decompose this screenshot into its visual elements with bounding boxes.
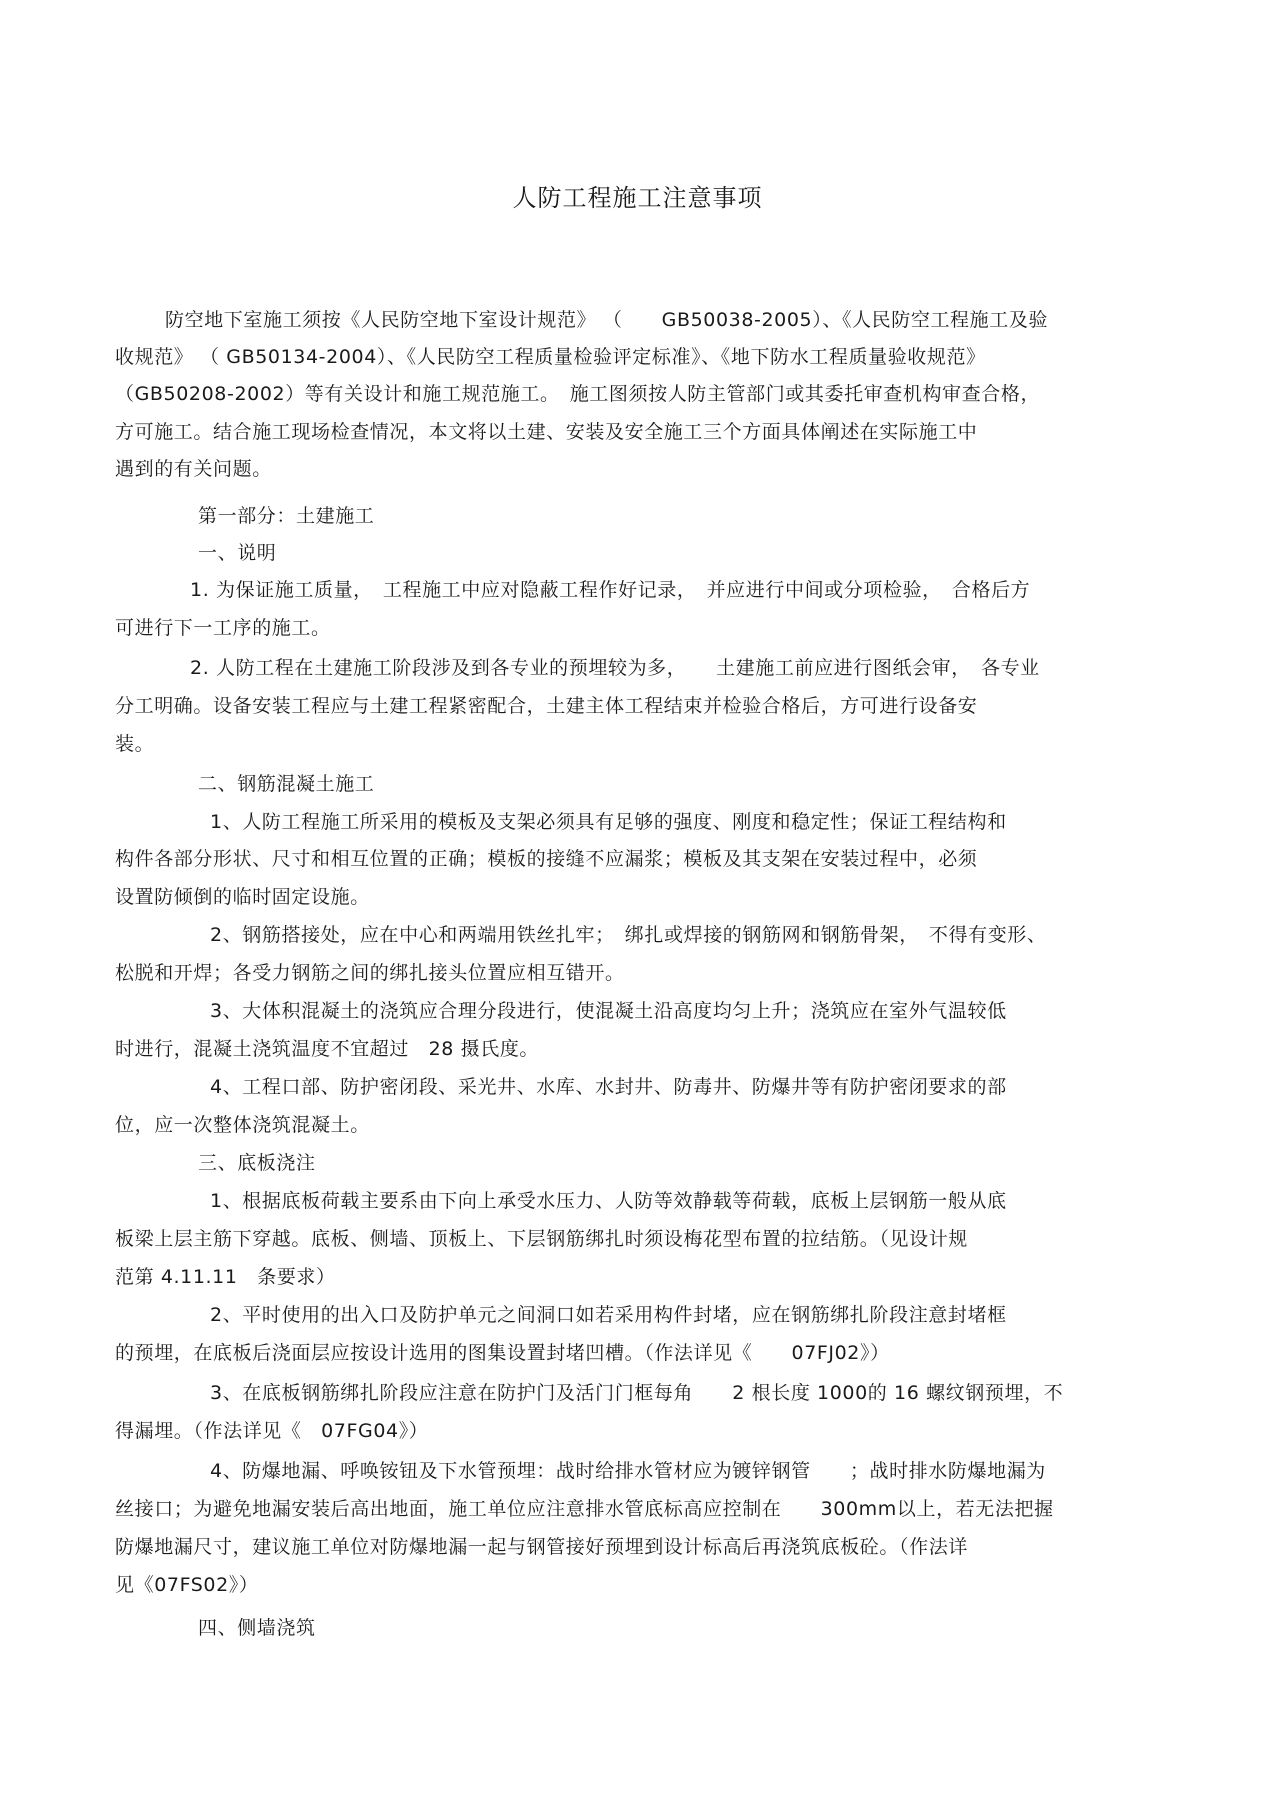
paragraph-line: 4、工程口部、防护密闭段、采光井、水库、水封井、防毒井、防爆井等有防护密闭要求的部 (210, 1076, 1007, 1098)
section-heading: 二、钢筋混凝土施工 (198, 773, 375, 795)
paragraph-line: 2. 人防工程在土建施工阶段涉及到各专业的预埋较为多， 土建施工前应进行图纸会审， 各专业 (190, 657, 1040, 679)
paragraph-line: 遇到的有关问题。 (115, 458, 272, 480)
paragraph-line: 4、防爆地漏、呼唤铵钮及下水管预埋：战时给排水管材应为镀锌钢管 ；战时排水防爆地漏为 (210, 1460, 1046, 1482)
section-heading: 第一部分：土建施工 (198, 505, 375, 527)
paragraph-line: 1、人防工程施工所采用的模板及支架必须具有足够的强度、刚度和稳定性；保证工程结构和 (210, 811, 1007, 833)
paragraph-line: 3、在底板钢筋绑扎阶段应注意在防护门及活门门框每角 2 根长度 1000的 16 螺纹钢预埋，不 (210, 1382, 1064, 1404)
paragraph-line: 得漏埋。（作法详见《 07FG04》） (115, 1420, 429, 1442)
paragraph-line: 位，应一次整体浇筑混凝土。 (115, 1114, 370, 1136)
paragraph-line: 2、平时使用的出入口及防护单元之间洞口如若采用构件封堵，应在钢筋绑扎阶段注意封堵框 (210, 1304, 1007, 1326)
paragraph-line: 方可施工。结合施工现场检查情况，本文将以土建、安装及安全施工三个方面具体阐述在实际施工中 (115, 421, 978, 443)
paragraph-line: 装。 (115, 733, 155, 755)
paragraph-line: 时进行，混凝土浇筑温度不宜超过 28 摄氏度。 (115, 1038, 540, 1060)
paragraph-line: 防爆地漏尺寸，建议施工单位对防爆地漏一起与钢管接好预埋到设计标高后再浇筑底板砼。（作法详 (115, 1536, 968, 1558)
paragraph-line: 范第 4.11.11 条要求） (115, 1266, 336, 1288)
paragraph-line: 丝接口；为避免地漏安装后高出地面，施工单位应注意排水管底标高应控制在 300mm以上，若无法把握 (115, 1498, 1054, 1520)
paragraph-line: 分工明确。设备安装工程应与土建工程紧密配合，土建主体工程结束并检验合格后，方可进行设备安 (115, 695, 978, 717)
paragraph-line: 收规范》 （ GB50134-2004）、《人民防空工程质量检验评定标准》、《地下防水工程质量验收规范》 (115, 346, 986, 368)
section-heading: 四、侧墙浇筑 (198, 1617, 316, 1639)
document-title: 人防工程施工注意事项 (512, 184, 763, 212)
paragraph-line: 3、大体积混凝土的浇筑应合理分段进行，使混凝土沿高度均匀上升；浇筑应在室外气温较低 (210, 1000, 1007, 1022)
paragraph-line: 可进行下一工序的施工。 (115, 617, 331, 639)
paragraph-line: 1. 为保证施工质量， 工程施工中应对隐蔽工程作好记录， 并应进行中间或分项检验， 合格后方 (190, 579, 1031, 601)
section-heading: 一、说明 (198, 542, 277, 564)
paragraph-line: 构件各部分形状、尺寸和相互位置的正确；模板的接缝不应漏浆；模板及其支架在安装过程中，必须 (115, 848, 978, 870)
paragraph-line: 见《07FS02》） (115, 1574, 259, 1596)
paragraph-line: 2、钢筋搭接处，应在中心和两端用铁丝扎牢； 绑扎或焊接的钢筋网和钢筋骨架， 不得有变形、 (210, 924, 1047, 946)
paragraph-line: 1、根据底板荷载主要系由下向上承受水压力、人防等效静载等荷载，底板上层钢筋一般从底 (210, 1190, 1007, 1212)
paragraph-line: 松脱和开焊；各受力钢筋之间的绑扎接头位置应相互错开。 (115, 962, 625, 984)
paragraph-line: 设置防倾倒的临时固定设施。 (115, 886, 370, 908)
paragraph-line: 板梁上层主筋下穿越。底板、侧墙、顶板上、下层钢筋绑扎时须设梅花型布置的拉结筋。（见设计规 (115, 1228, 968, 1250)
section-heading: 三、底板浇注 (198, 1152, 316, 1174)
paragraph-line: 防空地下室施工须按《人民防空地下室设计规范》 （ GB50038-2005）、《人民防空工程施工及验 (165, 309, 1049, 331)
paragraph-line: 的预埋，在底板后浇面层应按设计选用的图集设置封堵凹槽。（作法详见《 07FJ02》） (115, 1342, 890, 1364)
paragraph-line: （GB50208-2002）等有关设计和施工规范施工。 施工图须按人防主管部门或其委托审查机构审查合格， (115, 383, 1041, 405)
